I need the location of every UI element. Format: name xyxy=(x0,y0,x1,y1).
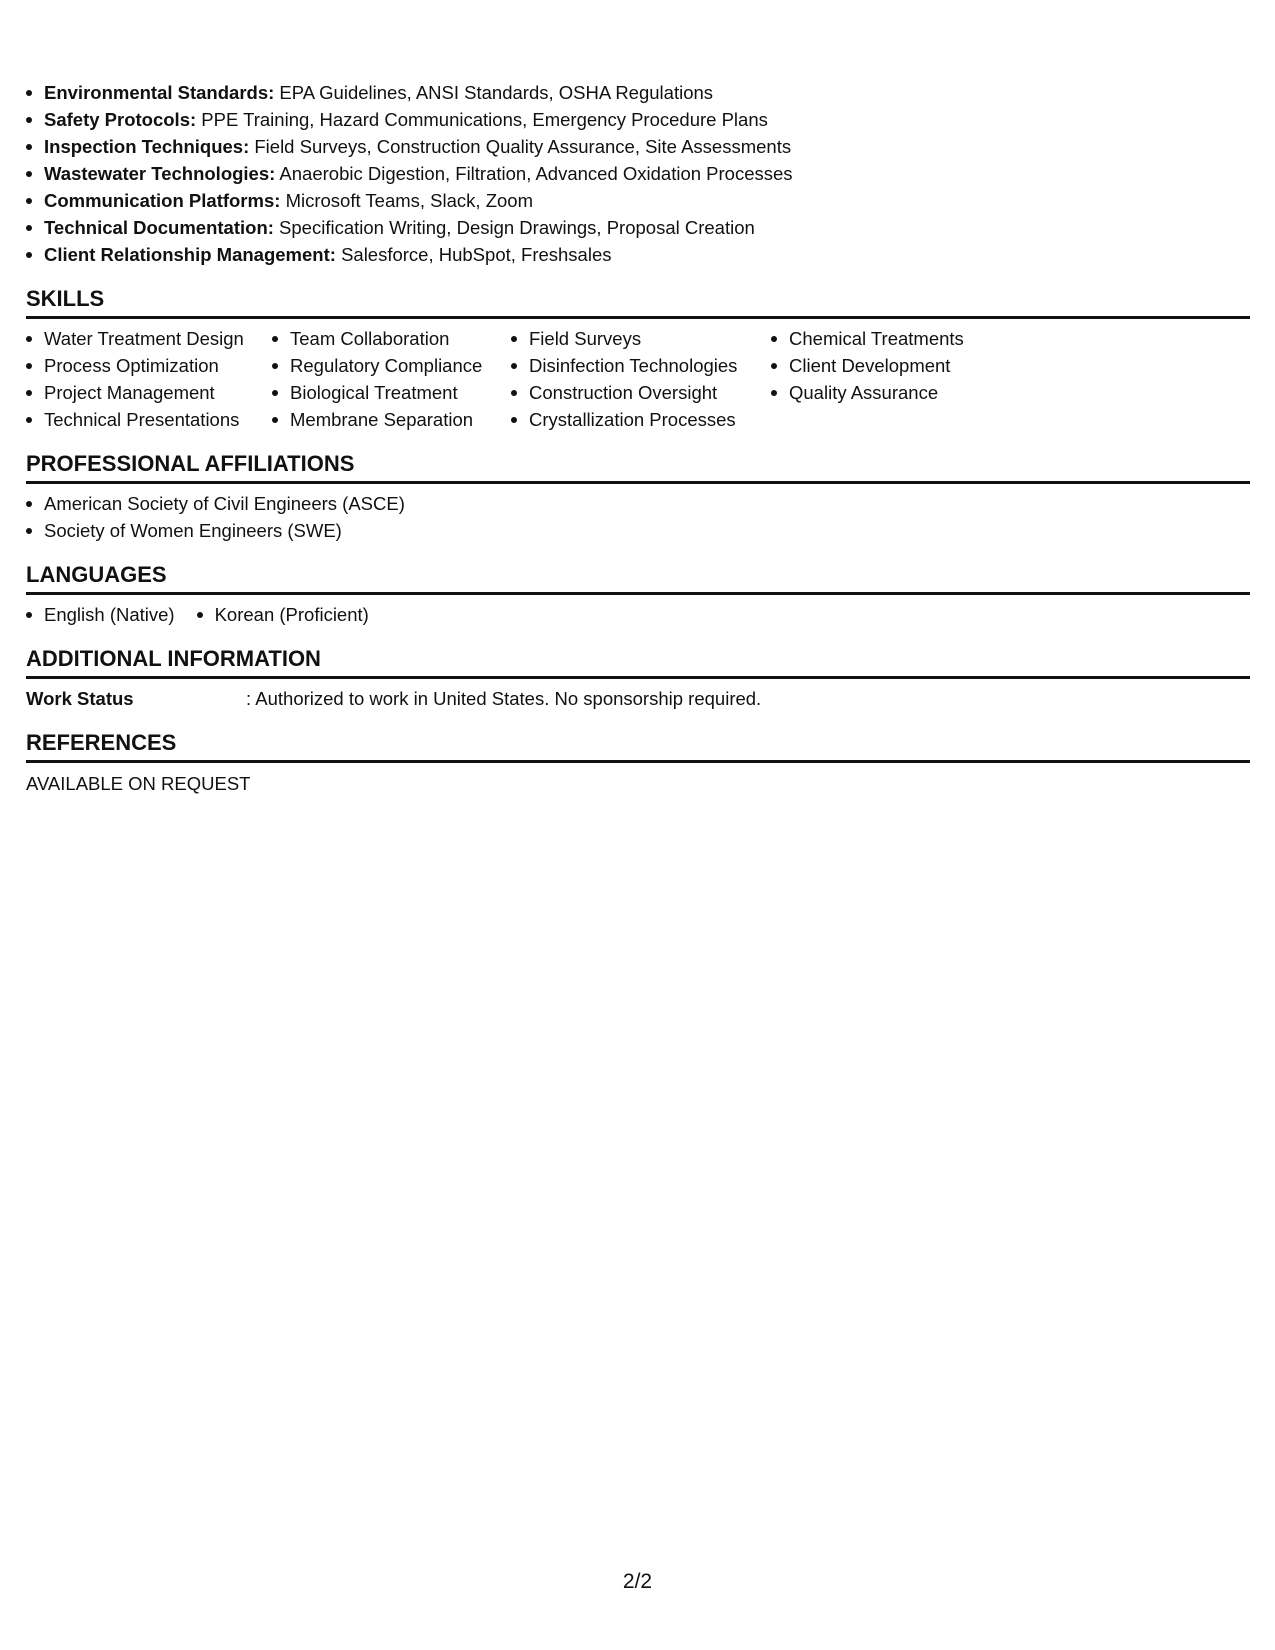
skill-item: Field Surveys xyxy=(511,325,771,352)
technical-tools-list xyxy=(26,79,1250,268)
skill-item: Client Development xyxy=(771,352,1031,379)
tools-item-safety-protocols xyxy=(26,106,1250,133)
section-title-skills: SKILLS xyxy=(26,286,1250,319)
section-title-references: REFERENCES xyxy=(26,730,1250,763)
tools-item-label: Client Relationship Management: xyxy=(44,244,336,265)
skills-column xyxy=(511,325,771,433)
skill-item: Membrane Separation xyxy=(272,406,511,433)
skill-item: Quality Assurance xyxy=(771,379,1031,406)
tools-item-label: Communication Platforms: xyxy=(44,190,281,211)
skill-item: Project Management xyxy=(26,379,272,406)
tools-item-value: Anaerobic Digestion, Filtration, Advanced Oxidation Processes xyxy=(279,163,793,184)
tools-item-value: PPE Training, Hazard Communications, Emergency Procedure Plans xyxy=(201,109,768,130)
section-title-additional-info: ADDITIONAL INFORMATION xyxy=(26,646,1250,679)
additional-info-section xyxy=(26,646,1250,712)
page-number: 2/2 xyxy=(622,1570,653,1593)
tools-item-wastewater-technologies xyxy=(26,160,1250,187)
language-item: English (Native) xyxy=(26,601,175,628)
tools-item-value: Field Surveys, Construction Quality Assurance, Site Assessments xyxy=(254,136,792,157)
work-status-label: Work Status xyxy=(26,688,134,709)
tools-item-label: Safety Protocols: xyxy=(44,109,197,130)
skills-section xyxy=(26,286,1250,433)
skills-column xyxy=(26,325,272,433)
language-item: Korean (Proficient) xyxy=(197,601,369,628)
tools-item-label: Inspection Techniques: xyxy=(44,136,250,157)
tools-item-value: Specification Writing, Design Drawings, Proposal Creation xyxy=(279,217,755,238)
section-title-languages: LANGUAGES xyxy=(26,562,1250,595)
work-status-row xyxy=(26,679,1250,712)
resume-page xyxy=(26,79,1250,799)
affiliation-item: Society of Women Engineers (SWE) xyxy=(26,517,1250,544)
skill-item: Construction Oversight xyxy=(511,379,771,406)
tools-item-label: Technical Documentation: xyxy=(44,217,274,238)
skill-item: Disinfection Technologies xyxy=(511,352,771,379)
languages-section xyxy=(26,562,1250,628)
work-status-value: : Authorized to work in United States. No sponsorship required. xyxy=(246,688,762,709)
tools-item-environmental-standards xyxy=(26,79,1250,106)
tools-item-label: Wastewater Technologies: xyxy=(44,163,276,184)
tools-item-communication-platforms xyxy=(26,187,1250,214)
languages-list xyxy=(26,595,1250,628)
tools-item-technical-documentation xyxy=(26,214,1250,241)
skill-item: Team Collaboration xyxy=(272,325,511,352)
tools-item-inspection-techniques xyxy=(26,133,1250,160)
skill-item: Regulatory Compliance xyxy=(272,352,511,379)
skills-column xyxy=(771,325,1031,433)
skill-item: Process Optimization xyxy=(26,352,272,379)
affiliation-item: American Society of Civil Engineers (ASCE) xyxy=(26,490,1250,517)
references-text: AVAILABLE ON REQUEST xyxy=(26,773,251,794)
skill-item: Biological Treatment xyxy=(272,379,511,406)
tools-item-label: Environmental Standards: xyxy=(44,82,275,103)
tools-item-value: Salesforce, HubSpot, Freshsales xyxy=(341,244,612,265)
affiliations-list xyxy=(26,484,1250,544)
skill-item: Technical Presentations xyxy=(26,406,272,433)
references-section xyxy=(26,730,1250,799)
tools-item-value: Microsoft Teams, Slack, Zoom xyxy=(285,190,533,211)
skill-item: Water Treatment Design xyxy=(26,325,272,352)
skills-column xyxy=(272,325,511,433)
tools-item-value: EPA Guidelines, ANSI Standards, OSHA Regulations xyxy=(279,82,714,103)
affiliations-section xyxy=(26,451,1250,544)
skill-item: Chemical Treatments xyxy=(771,325,1031,352)
skill-item: Crystallization Processes xyxy=(511,406,771,433)
section-title-affiliations: PROFESSIONAL AFFILIATIONS xyxy=(26,451,1250,484)
skills-grid xyxy=(26,319,1250,433)
tools-item-client-relationship-management xyxy=(26,241,1250,268)
